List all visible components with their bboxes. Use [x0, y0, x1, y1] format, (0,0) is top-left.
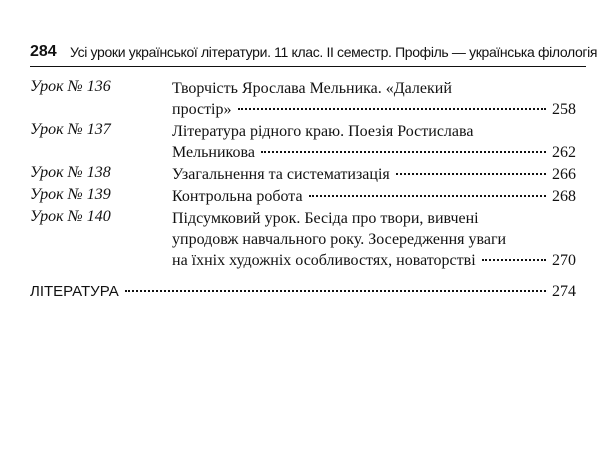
entry-text	[172, 164, 576, 185]
entry-leader-line	[172, 186, 576, 207]
entry-line: Підсумковий урок. Бесіда про твори, вивчені	[172, 210, 479, 227]
entry-text	[172, 78, 576, 120]
dot-leader	[309, 195, 546, 197]
entry-page: 262	[552, 144, 576, 161]
entry-line: упродовж навчального року. Зосередження уваги	[172, 231, 507, 248]
literature-page: 274	[552, 283, 576, 300]
entry-line-last: на їхніх художніх особливостях, новаторстві	[172, 252, 476, 269]
literature-label: ЛІТЕРАТУРА	[30, 283, 119, 300]
entry-text	[172, 208, 576, 271]
dot-leader	[261, 151, 546, 153]
lesson-number: Урок № 137	[30, 121, 111, 138]
entry-line-last: Узагальнення та систематизація	[172, 166, 390, 183]
lesson-number: Урок № 138	[30, 164, 111, 181]
entry-line-last: простір»	[172, 101, 232, 118]
literature-entry	[30, 283, 576, 301]
entry-text	[172, 186, 576, 207]
lesson-number: Урок № 140	[30, 208, 111, 225]
running-header	[30, 40, 598, 67]
entry-leader-line	[172, 99, 576, 120]
dot-leader	[482, 259, 546, 261]
dot-leader	[125, 290, 546, 292]
entry-leader-line	[172, 250, 576, 271]
entry-page: 266	[552, 166, 576, 183]
entry-line-last: Контрольна робота	[172, 188, 303, 205]
lesson-number: Урок № 139	[30, 186, 111, 203]
entry-text	[172, 121, 576, 163]
running-title: Усі уроки української літератури. 11 клас. ІІ семестр. Профіль — українська філологія	[70, 44, 598, 60]
lesson-number: Урок № 136	[30, 78, 111, 95]
dot-leader	[238, 108, 547, 110]
entry-line: Творчість Ярослава Мельника. «Далекий	[172, 80, 452, 97]
entry-leader-line	[172, 164, 576, 185]
entry-leader-line	[172, 142, 576, 163]
dot-leader	[396, 173, 546, 175]
page-number: 284	[30, 43, 57, 60]
entry-page: 270	[552, 252, 576, 269]
entry-page: 258	[552, 101, 576, 118]
entry-line-last: Мельникова	[172, 144, 255, 161]
entry-line: Література рідного краю. Поезія Ростислава	[172, 123, 474, 140]
entry-page: 268	[552, 188, 576, 205]
